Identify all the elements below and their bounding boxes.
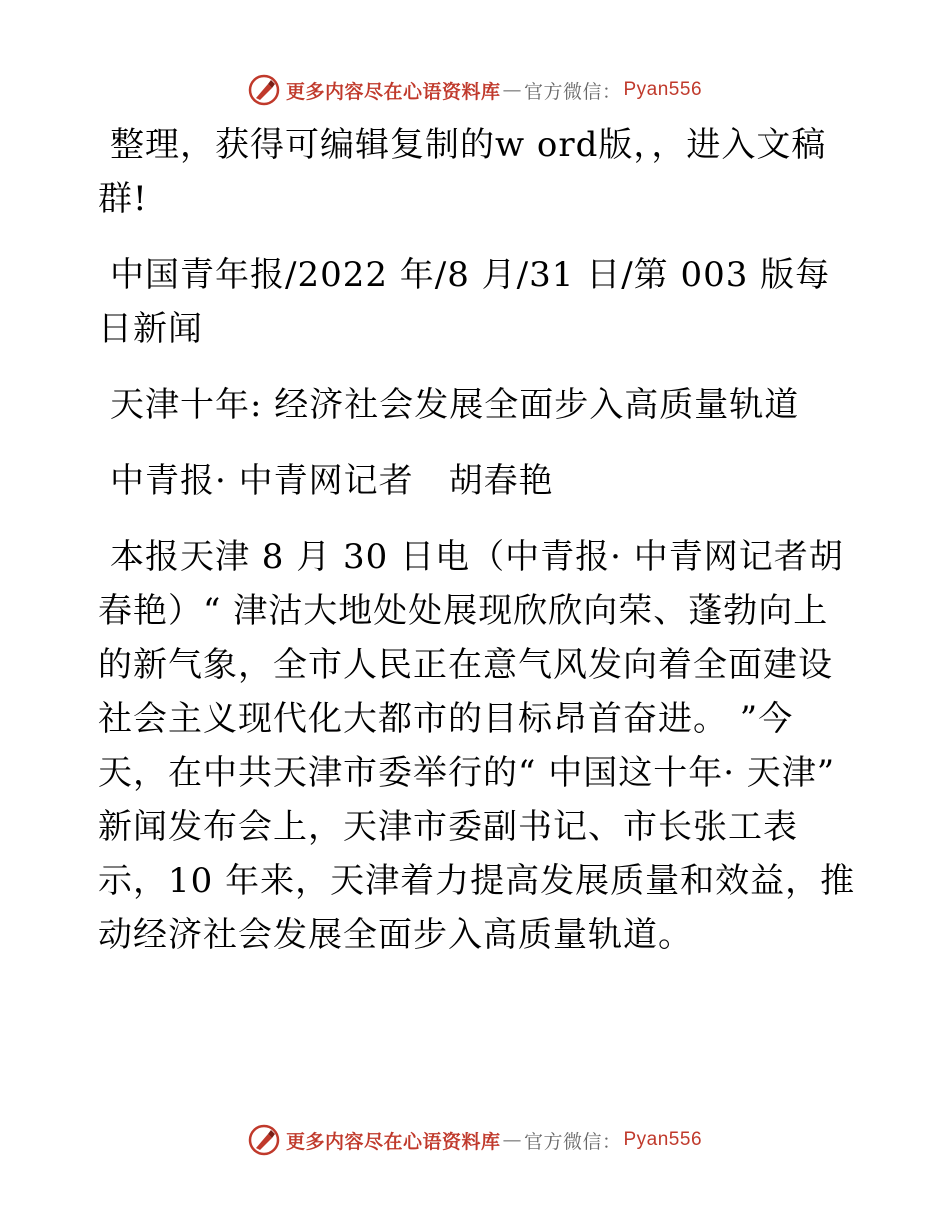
pen-nib-icon	[248, 74, 280, 106]
watermark-wechat-id: Pyan556	[623, 1129, 703, 1150]
paragraph-notice: 整理，获得可编辑复制的w ord版，，进入文稿群!	[98, 125, 827, 219]
footer-watermark	[0, 1120, 950, 1160]
paragraph-headline: 天津十年: 经济社会发展全面步入高质量轨道	[110, 385, 800, 425]
paragraph-body: 本报天津 8 月 30 日电（中青报· 中青网记者胡春艳）“ 津沽大地处处展现欣欣向荣、蓬勃向上的新气象，全市人民正在意气风发向着全面建设社会主义现代化大都市的目标昂首奋进。 ”今天，在中共天津市委举行的“ 中国这十年· 天津” 新闻发布会上，天津市委副书记、市长张工表示，10 年来，天津着力提高发展质量和效益，推动经济社会发展全面步入高质量轨道。	[98, 537, 856, 955]
watermark-text: 更多内容尽在心语资料库	[285, 80, 501, 103]
watermark-separator: —	[502, 1129, 522, 1151]
watermark-separator: —	[502, 79, 522, 101]
watermark-wechat-label: 官方微信：	[523, 1130, 622, 1153]
watermark-wechat-label: 官方微信：	[523, 80, 622, 103]
paragraph-source: 中国青年报/2022 年/8 月/31 日/第 003 版每日新闻	[98, 255, 831, 349]
paragraph-byline: 中青报· 中青网记者 胡春艳	[110, 461, 554, 501]
watermark-text: 更多内容尽在心语资料库	[285, 1130, 501, 1153]
pen-nib-icon	[248, 1124, 280, 1156]
watermark-wechat-id: Pyan556	[623, 79, 703, 100]
document-body	[98, 118, 858, 984]
header-watermark	[0, 70, 950, 110]
